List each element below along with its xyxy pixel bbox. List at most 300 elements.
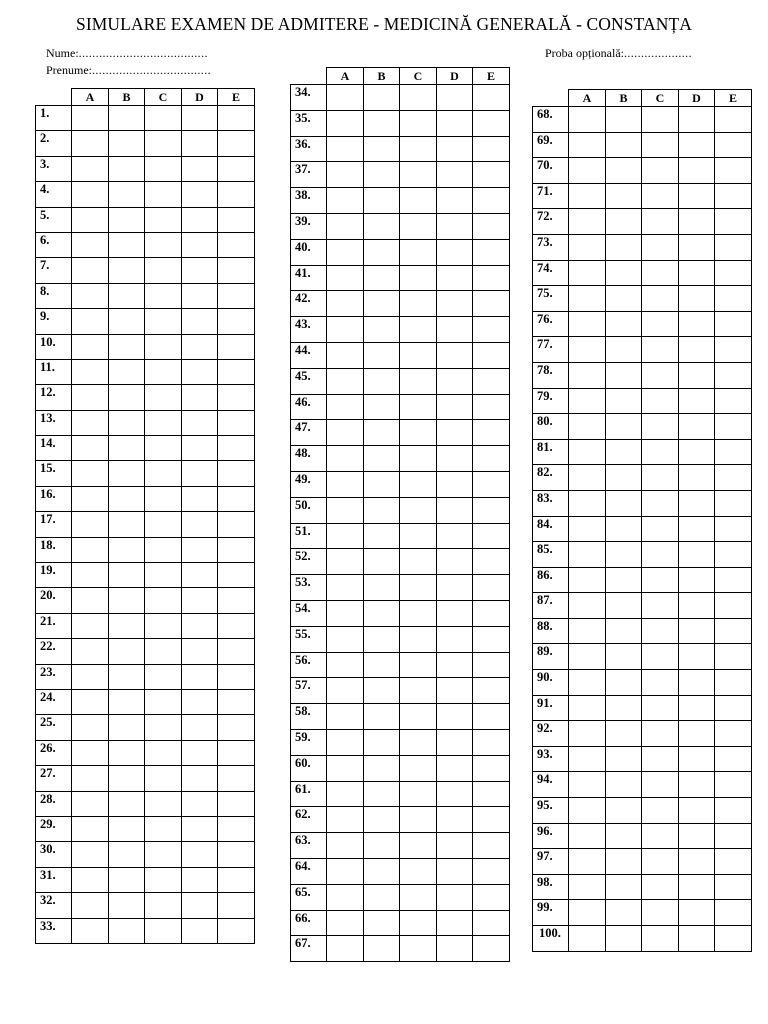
- answer-cell-42-d[interactable]: [437, 291, 473, 317]
- answer-cell-14-b[interactable]: [109, 436, 145, 461]
- answer-cell-55-c[interactable]: [400, 626, 437, 652]
- answer-cell-73-e[interactable]: [715, 234, 752, 260]
- answer-cell-88-c[interactable]: [642, 618, 679, 644]
- answer-cell-82-a[interactable]: [569, 465, 606, 491]
- answer-cell-99-d[interactable]: [679, 900, 715, 926]
- answer-cell-46-b[interactable]: [364, 394, 400, 420]
- answer-cell-18-a[interactable]: [72, 537, 109, 562]
- answer-cell-39-a[interactable]: [327, 213, 364, 239]
- answer-cell-12-d[interactable]: [182, 385, 218, 410]
- answer-cell-8-a[interactable]: [72, 283, 109, 308]
- answer-cell-41-b[interactable]: [364, 265, 400, 291]
- answer-cell-44-e[interactable]: [473, 342, 510, 368]
- answer-cell-42-b[interactable]: [364, 291, 400, 317]
- answer-cell-75-d[interactable]: [679, 286, 715, 312]
- answer-cell-92-c[interactable]: [642, 721, 679, 747]
- answer-cell-97-a[interactable]: [569, 849, 606, 875]
- answer-cell-30-d[interactable]: [182, 842, 218, 867]
- answer-cell-25-e[interactable]: [218, 715, 255, 740]
- answer-cell-49-d[interactable]: [437, 471, 473, 497]
- answer-cell-27-e[interactable]: [218, 766, 255, 791]
- answer-cell-60-c[interactable]: [400, 755, 437, 781]
- answer-cell-55-b[interactable]: [364, 626, 400, 652]
- answer-cell-32-d[interactable]: [182, 893, 218, 918]
- answer-cell-37-c[interactable]: [400, 162, 437, 188]
- answer-cell-81-a[interactable]: [569, 439, 606, 465]
- answer-cell-24-d[interactable]: [182, 689, 218, 714]
- answer-cell-10-e[interactable]: [218, 334, 255, 359]
- answer-cell-57-d[interactable]: [437, 678, 473, 704]
- answer-cell-13-c[interactable]: [145, 410, 182, 435]
- answer-cell-60-b[interactable]: [364, 755, 400, 781]
- answer-cell-34-e[interactable]: [473, 85, 510, 111]
- answer-cell-52-b[interactable]: [364, 549, 400, 575]
- answer-cell-89-d[interactable]: [679, 644, 715, 670]
- answer-cell-41-e[interactable]: [473, 265, 510, 291]
- answer-cell-2-d[interactable]: [182, 131, 218, 156]
- answer-cell-91-d[interactable]: [679, 695, 715, 721]
- answer-cell-64-e[interactable]: [473, 858, 510, 884]
- answer-cell-69-a[interactable]: [569, 132, 606, 158]
- answer-cell-52-a[interactable]: [327, 549, 364, 575]
- answer-cell-84-b[interactable]: [606, 516, 642, 542]
- answer-cell-97-d[interactable]: [679, 849, 715, 875]
- answer-cell-92-b[interactable]: [606, 721, 642, 747]
- answer-cell-3-e[interactable]: [218, 156, 255, 181]
- answer-cell-62-b[interactable]: [364, 807, 400, 833]
- answer-cell-85-c[interactable]: [642, 542, 679, 568]
- answer-cell-26-d[interactable]: [182, 740, 218, 765]
- answer-cell-13-d[interactable]: [182, 410, 218, 435]
- answer-cell-10-a[interactable]: [72, 334, 109, 359]
- answer-cell-19-b[interactable]: [109, 563, 145, 588]
- answer-cell-67-b[interactable]: [364, 936, 400, 962]
- answer-cell-1-a[interactable]: [72, 106, 109, 131]
- answer-cell-85-b[interactable]: [606, 542, 642, 568]
- answer-cell-43-d[interactable]: [437, 317, 473, 343]
- answer-cell-93-e[interactable]: [715, 746, 752, 772]
- answer-cell-52-c[interactable]: [400, 549, 437, 575]
- answer-cell-23-b[interactable]: [109, 664, 145, 689]
- answer-cell-81-e[interactable]: [715, 439, 752, 465]
- answer-cell-50-e[interactable]: [473, 497, 510, 523]
- answer-cell-21-e[interactable]: [218, 613, 255, 638]
- answer-cell-16-a[interactable]: [72, 486, 109, 511]
- answer-cell-29-d[interactable]: [182, 816, 218, 841]
- answer-cell-55-e[interactable]: [473, 626, 510, 652]
- answer-cell-24-a[interactable]: [72, 689, 109, 714]
- answer-cell-50-a[interactable]: [327, 497, 364, 523]
- answer-cell-57-c[interactable]: [400, 678, 437, 704]
- answer-cell-52-d[interactable]: [437, 549, 473, 575]
- answer-cell-90-c[interactable]: [642, 670, 679, 696]
- answer-cell-8-c[interactable]: [145, 283, 182, 308]
- answer-cell-50-c[interactable]: [400, 497, 437, 523]
- answer-cell-89-a[interactable]: [569, 644, 606, 670]
- answer-cell-86-d[interactable]: [679, 567, 715, 593]
- answer-cell-66-a[interactable]: [327, 910, 364, 936]
- answer-cell-20-a[interactable]: [72, 588, 109, 613]
- answer-cell-41-a[interactable]: [327, 265, 364, 291]
- answer-cell-74-e[interactable]: [715, 260, 752, 286]
- answer-cell-58-a[interactable]: [327, 704, 364, 730]
- answer-cell-31-a[interactable]: [72, 867, 109, 892]
- answer-cell-79-a[interactable]: [569, 388, 606, 414]
- answer-cell-48-a[interactable]: [327, 446, 364, 472]
- answer-cell-32-c[interactable]: [145, 893, 182, 918]
- answer-cell-15-a[interactable]: [72, 461, 109, 486]
- answer-cell-54-c[interactable]: [400, 600, 437, 626]
- answer-cell-49-a[interactable]: [327, 471, 364, 497]
- answer-cell-98-a[interactable]: [569, 874, 606, 900]
- answer-cell-75-a[interactable]: [569, 286, 606, 312]
- answer-cell-90-e[interactable]: [715, 670, 752, 696]
- answer-cell-80-b[interactable]: [606, 414, 642, 440]
- answer-cell-24-e[interactable]: [218, 689, 255, 714]
- answer-cell-93-a[interactable]: [569, 746, 606, 772]
- answer-cell-29-e[interactable]: [218, 816, 255, 841]
- answer-cell-4-a[interactable]: [72, 182, 109, 207]
- prenume-value[interactable]: ...................................: [92, 63, 211, 77]
- answer-cell-12-c[interactable]: [145, 385, 182, 410]
- answer-cell-36-d[interactable]: [437, 136, 473, 162]
- answer-cell-11-d[interactable]: [182, 359, 218, 384]
- answer-cell-4-d[interactable]: [182, 182, 218, 207]
- answer-cell-87-e[interactable]: [715, 593, 752, 619]
- answer-cell-2-e[interactable]: [218, 131, 255, 156]
- answer-cell-69-d[interactable]: [679, 132, 715, 158]
- answer-cell-8-b[interactable]: [109, 283, 145, 308]
- answer-cell-19-d[interactable]: [182, 563, 218, 588]
- answer-cell-53-e[interactable]: [473, 575, 510, 601]
- answer-cell-70-a[interactable]: [569, 158, 606, 184]
- answer-cell-95-d[interactable]: [679, 798, 715, 824]
- answer-cell-16-c[interactable]: [145, 486, 182, 511]
- answer-cell-75-e[interactable]: [715, 286, 752, 312]
- answer-cell-38-e[interactable]: [473, 188, 510, 214]
- answer-cell-71-c[interactable]: [642, 183, 679, 209]
- answer-cell-25-a[interactable]: [72, 715, 109, 740]
- answer-cell-88-e[interactable]: [715, 618, 752, 644]
- answer-cell-63-d[interactable]: [437, 833, 473, 859]
- answer-cell-44-a[interactable]: [327, 342, 364, 368]
- answer-cell-59-a[interactable]: [327, 729, 364, 755]
- answer-cell-53-b[interactable]: [364, 575, 400, 601]
- answer-cell-74-b[interactable]: [606, 260, 642, 286]
- answer-cell-66-d[interactable]: [437, 910, 473, 936]
- answer-cell-5-a[interactable]: [72, 207, 109, 232]
- answer-cell-26-e[interactable]: [218, 740, 255, 765]
- answer-cell-7-a[interactable]: [72, 258, 109, 283]
- answer-cell-76-e[interactable]: [715, 311, 752, 337]
- answer-cell-46-e[interactable]: [473, 394, 510, 420]
- answer-cell-29-a[interactable]: [72, 816, 109, 841]
- answer-cell-39-b[interactable]: [364, 213, 400, 239]
- answer-cell-65-d[interactable]: [437, 884, 473, 910]
- answer-cell-36-e[interactable]: [473, 136, 510, 162]
- answer-cell-17-c[interactable]: [145, 512, 182, 537]
- answer-cell-73-d[interactable]: [679, 234, 715, 260]
- answer-cell-83-a[interactable]: [569, 490, 606, 516]
- answer-cell-81-d[interactable]: [679, 439, 715, 465]
- answer-cell-11-c[interactable]: [145, 359, 182, 384]
- answer-cell-74-d[interactable]: [679, 260, 715, 286]
- answer-cell-76-c[interactable]: [642, 311, 679, 337]
- answer-cell-60-a[interactable]: [327, 755, 364, 781]
- answer-cell-21-a[interactable]: [72, 613, 109, 638]
- answer-cell-3-c[interactable]: [145, 156, 182, 181]
- answer-cell-64-b[interactable]: [364, 858, 400, 884]
- answer-cell-73-c[interactable]: [642, 234, 679, 260]
- answer-cell-93-d[interactable]: [679, 746, 715, 772]
- answer-cell-93-b[interactable]: [606, 746, 642, 772]
- answer-cell-64-a[interactable]: [327, 858, 364, 884]
- answer-cell-32-a[interactable]: [72, 893, 109, 918]
- answer-cell-15-c[interactable]: [145, 461, 182, 486]
- answer-cell-7-c[interactable]: [145, 258, 182, 283]
- answer-cell-96-c[interactable]: [642, 823, 679, 849]
- answer-cell-42-c[interactable]: [400, 291, 437, 317]
- answer-cell-35-a[interactable]: [327, 110, 364, 136]
- answer-cell-66-c[interactable]: [400, 910, 437, 936]
- answer-cell-64-c[interactable]: [400, 858, 437, 884]
- answer-cell-28-e[interactable]: [218, 791, 255, 816]
- answer-cell-35-d[interactable]: [437, 110, 473, 136]
- answer-cell-53-c[interactable]: [400, 575, 437, 601]
- answer-cell-93-c[interactable]: [642, 746, 679, 772]
- answer-cell-64-d[interactable]: [437, 858, 473, 884]
- answer-cell-46-c[interactable]: [400, 394, 437, 420]
- answer-cell-10-b[interactable]: [109, 334, 145, 359]
- proba-optionala-field[interactable]: [545, 46, 692, 61]
- prenume-field[interactable]: [46, 63, 211, 78]
- answer-cell-47-b[interactable]: [364, 420, 400, 446]
- answer-cell-9-d[interactable]: [182, 309, 218, 334]
- answer-cell-63-c[interactable]: [400, 833, 437, 859]
- answer-cell-92-e[interactable]: [715, 721, 752, 747]
- answer-cell-10-c[interactable]: [145, 334, 182, 359]
- answer-cell-65-e[interactable]: [473, 884, 510, 910]
- answer-cell-8-e[interactable]: [218, 283, 255, 308]
- answer-cell-23-c[interactable]: [145, 664, 182, 689]
- answer-cell-80-a[interactable]: [569, 414, 606, 440]
- answer-cell-18-c[interactable]: [145, 537, 182, 562]
- answer-cell-17-d[interactable]: [182, 512, 218, 537]
- answer-cell-9-c[interactable]: [145, 309, 182, 334]
- answer-cell-85-a[interactable]: [569, 542, 606, 568]
- answer-cell-37-b[interactable]: [364, 162, 400, 188]
- answer-cell-68-a[interactable]: [569, 107, 606, 133]
- answer-cell-72-c[interactable]: [642, 209, 679, 235]
- answer-cell-94-a[interactable]: [569, 772, 606, 798]
- answer-cell-23-a[interactable]: [72, 664, 109, 689]
- answer-cell-39-e[interactable]: [473, 213, 510, 239]
- answer-cell-25-c[interactable]: [145, 715, 182, 740]
- answer-cell-48-b[interactable]: [364, 446, 400, 472]
- answer-cell-82-c[interactable]: [642, 465, 679, 491]
- answer-cell-47-a[interactable]: [327, 420, 364, 446]
- answer-cell-27-c[interactable]: [145, 766, 182, 791]
- answer-cell-12-b[interactable]: [109, 385, 145, 410]
- answer-cell-36-c[interactable]: [400, 136, 437, 162]
- answer-cell-40-d[interactable]: [437, 239, 473, 265]
- answer-cell-95-a[interactable]: [569, 798, 606, 824]
- answer-cell-25-d[interactable]: [182, 715, 218, 740]
- answer-cell-67-e[interactable]: [473, 936, 510, 962]
- answer-cell-83-c[interactable]: [642, 490, 679, 516]
- answer-cell-51-d[interactable]: [437, 523, 473, 549]
- answer-cell-53-a[interactable]: [327, 575, 364, 601]
- answer-cell-54-d[interactable]: [437, 600, 473, 626]
- answer-cell-50-b[interactable]: [364, 497, 400, 523]
- answer-cell-45-b[interactable]: [364, 368, 400, 394]
- answer-cell-31-e[interactable]: [218, 867, 255, 892]
- answer-cell-59-c[interactable]: [400, 729, 437, 755]
- answer-cell-38-a[interactable]: [327, 188, 364, 214]
- answer-cell-7-d[interactable]: [182, 258, 218, 283]
- answer-cell-96-a[interactable]: [569, 823, 606, 849]
- answer-cell-45-e[interactable]: [473, 368, 510, 394]
- answer-cell-7-e[interactable]: [218, 258, 255, 283]
- answer-cell-56-d[interactable]: [437, 652, 473, 678]
- answer-cell-65-a[interactable]: [327, 884, 364, 910]
- answer-cell-20-b[interactable]: [109, 588, 145, 613]
- answer-cell-77-e[interactable]: [715, 337, 752, 363]
- answer-cell-83-e[interactable]: [715, 490, 752, 516]
- answer-cell-23-d[interactable]: [182, 664, 218, 689]
- answer-cell-46-d[interactable]: [437, 394, 473, 420]
- answer-cell-30-b[interactable]: [109, 842, 145, 867]
- answer-cell-53-d[interactable]: [437, 575, 473, 601]
- answer-cell-47-e[interactable]: [473, 420, 510, 446]
- answer-cell-40-e[interactable]: [473, 239, 510, 265]
- answer-cell-87-c[interactable]: [642, 593, 679, 619]
- answer-cell-100-c[interactable]: [642, 926, 679, 952]
- answer-cell-26-c[interactable]: [145, 740, 182, 765]
- answer-cell-97-b[interactable]: [606, 849, 642, 875]
- answer-cell-28-b[interactable]: [109, 791, 145, 816]
- answer-cell-11-a[interactable]: [72, 359, 109, 384]
- answer-cell-34-b[interactable]: [364, 85, 400, 111]
- answer-cell-34-d[interactable]: [437, 85, 473, 111]
- answer-cell-15-e[interactable]: [218, 461, 255, 486]
- answer-cell-58-d[interactable]: [437, 704, 473, 730]
- answer-cell-54-a[interactable]: [327, 600, 364, 626]
- answer-cell-89-b[interactable]: [606, 644, 642, 670]
- answer-cell-2-b[interactable]: [109, 131, 145, 156]
- answer-cell-87-d[interactable]: [679, 593, 715, 619]
- answer-cell-82-b[interactable]: [606, 465, 642, 491]
- answer-cell-1-b[interactable]: [109, 106, 145, 131]
- answer-cell-13-b[interactable]: [109, 410, 145, 435]
- answer-cell-47-c[interactable]: [400, 420, 437, 446]
- answer-cell-28-a[interactable]: [72, 791, 109, 816]
- answer-cell-70-e[interactable]: [715, 158, 752, 184]
- answer-cell-87-a[interactable]: [569, 593, 606, 619]
- answer-cell-54-e[interactable]: [473, 600, 510, 626]
- answer-cell-30-e[interactable]: [218, 842, 255, 867]
- answer-cell-78-d[interactable]: [679, 362, 715, 388]
- answer-cell-51-e[interactable]: [473, 523, 510, 549]
- answer-cell-32-b[interactable]: [109, 893, 145, 918]
- answer-cell-100-e[interactable]: [715, 926, 752, 952]
- answer-cell-66-e[interactable]: [473, 910, 510, 936]
- answer-cell-77-d[interactable]: [679, 337, 715, 363]
- answer-cell-37-d[interactable]: [437, 162, 473, 188]
- answer-cell-44-b[interactable]: [364, 342, 400, 368]
- answer-cell-19-e[interactable]: [218, 563, 255, 588]
- answer-cell-3-b[interactable]: [109, 156, 145, 181]
- answer-cell-56-c[interactable]: [400, 652, 437, 678]
- answer-cell-69-b[interactable]: [606, 132, 642, 158]
- answer-cell-39-c[interactable]: [400, 213, 437, 239]
- answer-cell-51-c[interactable]: [400, 523, 437, 549]
- answer-cell-23-e[interactable]: [218, 664, 255, 689]
- answer-cell-80-c[interactable]: [642, 414, 679, 440]
- answer-cell-94-b[interactable]: [606, 772, 642, 798]
- answer-cell-12-a[interactable]: [72, 385, 109, 410]
- answer-cell-74-a[interactable]: [569, 260, 606, 286]
- answer-cell-63-e[interactable]: [473, 833, 510, 859]
- answer-cell-24-c[interactable]: [145, 689, 182, 714]
- answer-cell-71-b[interactable]: [606, 183, 642, 209]
- answer-cell-15-b[interactable]: [109, 461, 145, 486]
- answer-cell-1-d[interactable]: [182, 106, 218, 131]
- answer-cell-4-b[interactable]: [109, 182, 145, 207]
- answer-cell-60-e[interactable]: [473, 755, 510, 781]
- answer-cell-92-a[interactable]: [569, 721, 606, 747]
- answer-cell-15-d[interactable]: [182, 461, 218, 486]
- answer-cell-6-a[interactable]: [72, 232, 109, 257]
- answer-cell-94-e[interactable]: [715, 772, 752, 798]
- answer-cell-72-a[interactable]: [569, 209, 606, 235]
- answer-cell-60-d[interactable]: [437, 755, 473, 781]
- answer-cell-77-c[interactable]: [642, 337, 679, 363]
- answer-cell-100-a[interactable]: [569, 926, 606, 952]
- answer-cell-87-b[interactable]: [606, 593, 642, 619]
- answer-cell-56-a[interactable]: [327, 652, 364, 678]
- answer-cell-95-e[interactable]: [715, 798, 752, 824]
- answer-cell-3-d[interactable]: [182, 156, 218, 181]
- answer-cell-63-a[interactable]: [327, 833, 364, 859]
- answer-cell-99-a[interactable]: [569, 900, 606, 926]
- answer-cell-71-e[interactable]: [715, 183, 752, 209]
- answer-cell-78-e[interactable]: [715, 362, 752, 388]
- answer-cell-28-d[interactable]: [182, 791, 218, 816]
- answer-cell-62-d[interactable]: [437, 807, 473, 833]
- answer-cell-86-e[interactable]: [715, 567, 752, 593]
- answer-cell-40-c[interactable]: [400, 239, 437, 265]
- answer-cell-79-e[interactable]: [715, 388, 752, 414]
- answer-cell-2-a[interactable]: [72, 131, 109, 156]
- answer-cell-27-d[interactable]: [182, 766, 218, 791]
- answer-cell-67-d[interactable]: [437, 936, 473, 962]
- answer-cell-69-c[interactable]: [642, 132, 679, 158]
- answer-cell-42-a[interactable]: [327, 291, 364, 317]
- answer-cell-14-a[interactable]: [72, 436, 109, 461]
- answer-cell-22-c[interactable]: [145, 639, 182, 664]
- answer-cell-30-c[interactable]: [145, 842, 182, 867]
- answer-cell-21-c[interactable]: [145, 613, 182, 638]
- answer-cell-62-a[interactable]: [327, 807, 364, 833]
- answer-cell-91-e[interactable]: [715, 695, 752, 721]
- answer-cell-31-d[interactable]: [182, 867, 218, 892]
- answer-cell-59-b[interactable]: [364, 729, 400, 755]
- answer-cell-34-c[interactable]: [400, 85, 437, 111]
- answer-cell-41-c[interactable]: [400, 265, 437, 291]
- answer-cell-5-e[interactable]: [218, 207, 255, 232]
- answer-cell-54-b[interactable]: [364, 600, 400, 626]
